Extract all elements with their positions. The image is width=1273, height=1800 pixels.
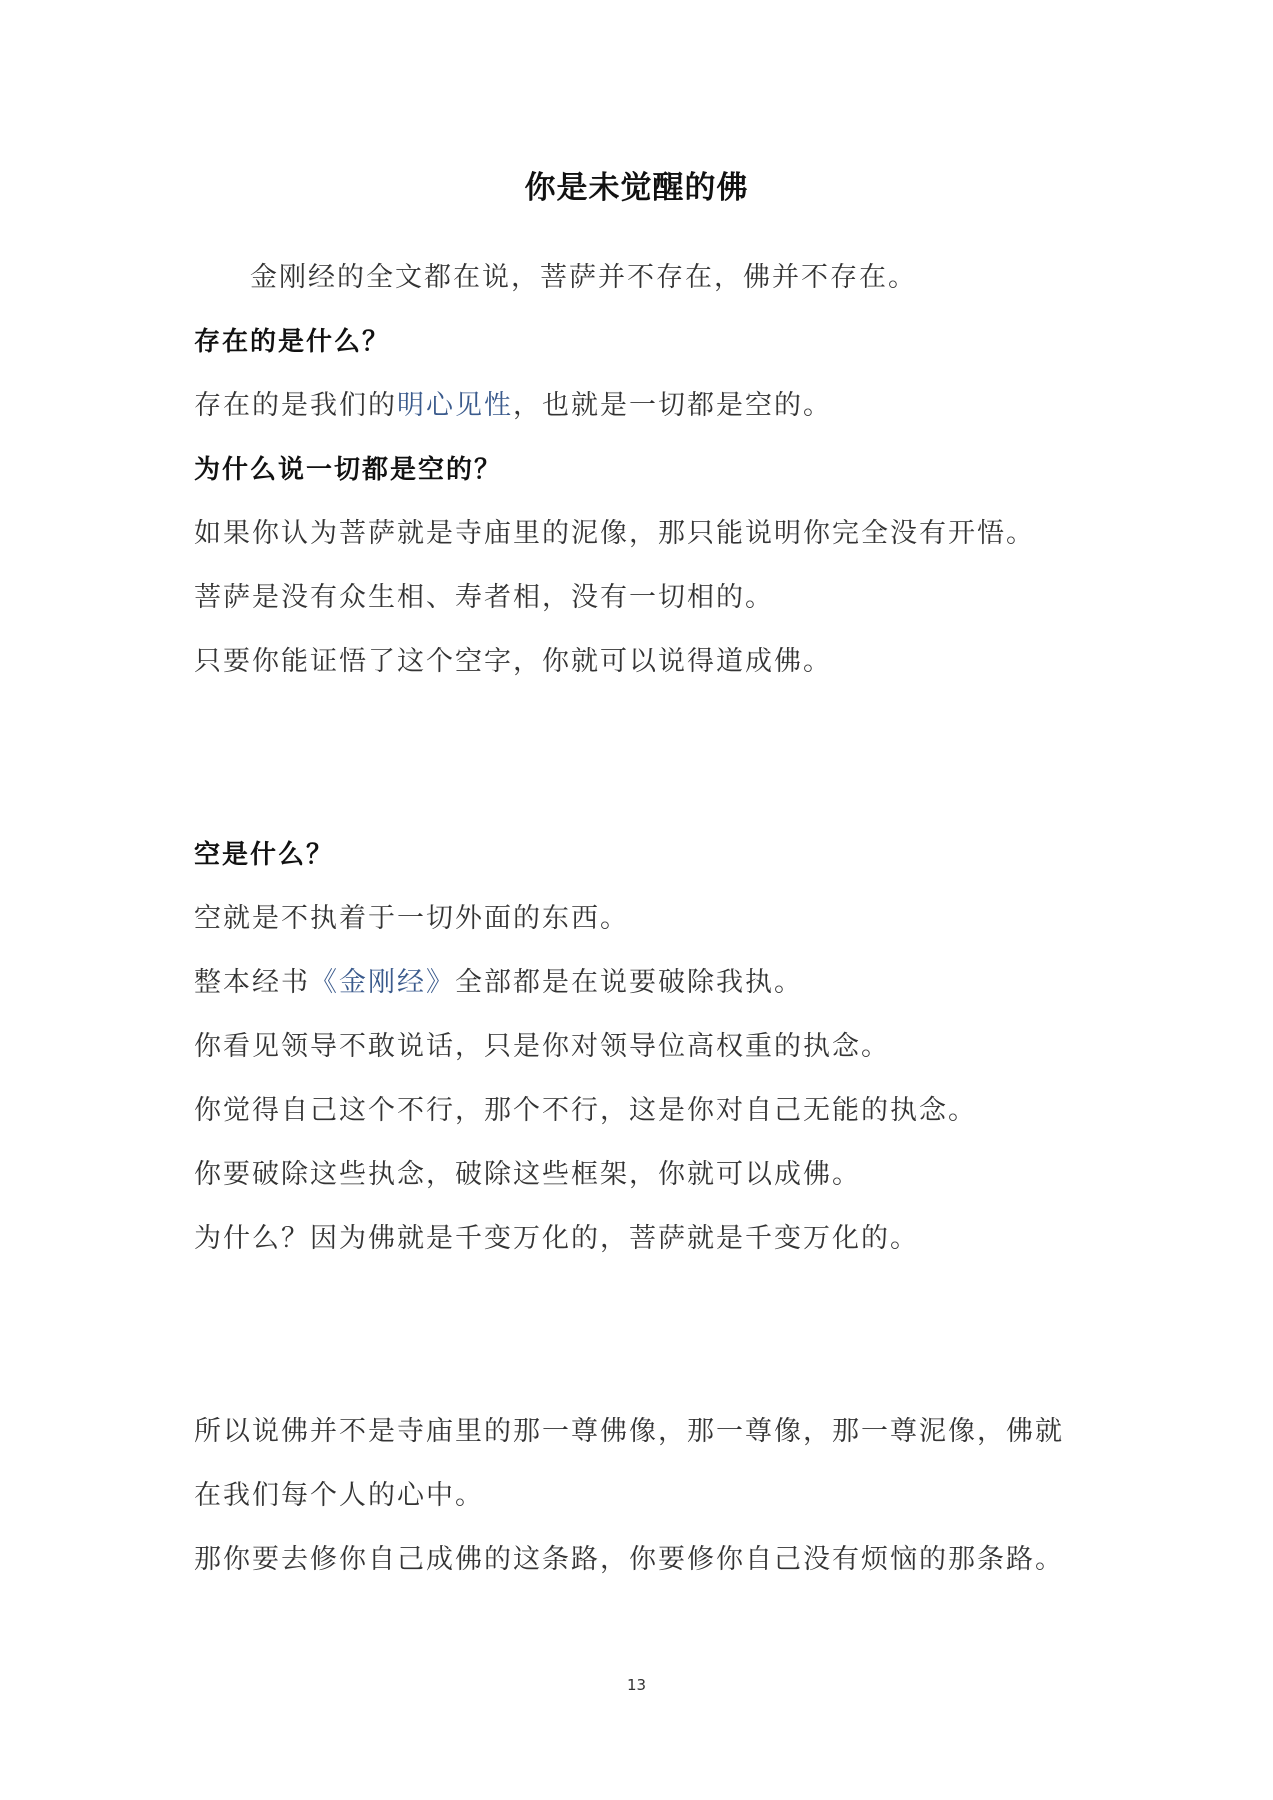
paragraph-11-line-1: 所以说佛并不是寺庙里的那一尊佛像，那一尊像，那一尊泥像，佛就 [194,1416,1064,1447]
answer-1-text-before: 存在的是我们的 [194,390,397,421]
question-heading-2: 为什么说一切都是空的？ [194,455,503,485]
paragraph-7: 你看见领导不敢说话，只是你对领导位高权重的执念。 [194,1031,890,1062]
paragraph-12: 那你要去修你自己成佛的这条路，你要修你自己没有烦恼的那条路。 [194,1544,1064,1575]
answer-1-text-after: ，也就是一切都是空的。 [513,390,832,421]
paragraph-8: 你觉得自己这个不行，那个不行，这是你对自己无能的执念。 [194,1095,977,1126]
link-mingxin-jianxing[interactable]: 明心见性 [397,390,513,421]
question-heading-1: 存在的是什么？ [194,327,391,357]
paragraph-9: 你要破除这些执念，破除这些框架，你就可以成佛。 [194,1159,861,1190]
paragraph-4: 只要你能证悟了这个空字，你就可以说得道成佛。 [194,646,832,677]
page-number: 13 [626,1676,647,1694]
paragraph-11-line-2: 在我们每个人的心中。 [194,1480,484,1511]
paragraph-6-text-after: 全部都是在说要破除我执。 [455,967,803,998]
paragraph-3: 菩萨是没有众生相、寿者相，没有一切相的。 [194,582,774,613]
paragraph-answer-1 [194,386,1094,426]
paragraph-6-text-before: 整本经书 [194,967,310,998]
question-heading-3: 空是什么？ [194,840,335,870]
paragraph-2: 如果你认为菩萨就是寺庙里的泥像，那只能说明你完全没有开悟。 [194,518,1035,549]
page-title: 你是未觉醒的佛 [524,170,749,206]
paragraph-10: 为什么？因为佛就是千变万化的，菩萨就是千变万化的。 [194,1223,919,1254]
paragraph-intro: 金刚经的全文都在说，菩萨并不存在，佛并不存在。 [250,262,917,293]
paragraph-6 [194,963,1094,1003]
paragraph-5: 空就是不执着于一切外面的东西。 [194,903,629,934]
link-jingang-jing[interactable]: 《金刚经》 [310,967,455,998]
